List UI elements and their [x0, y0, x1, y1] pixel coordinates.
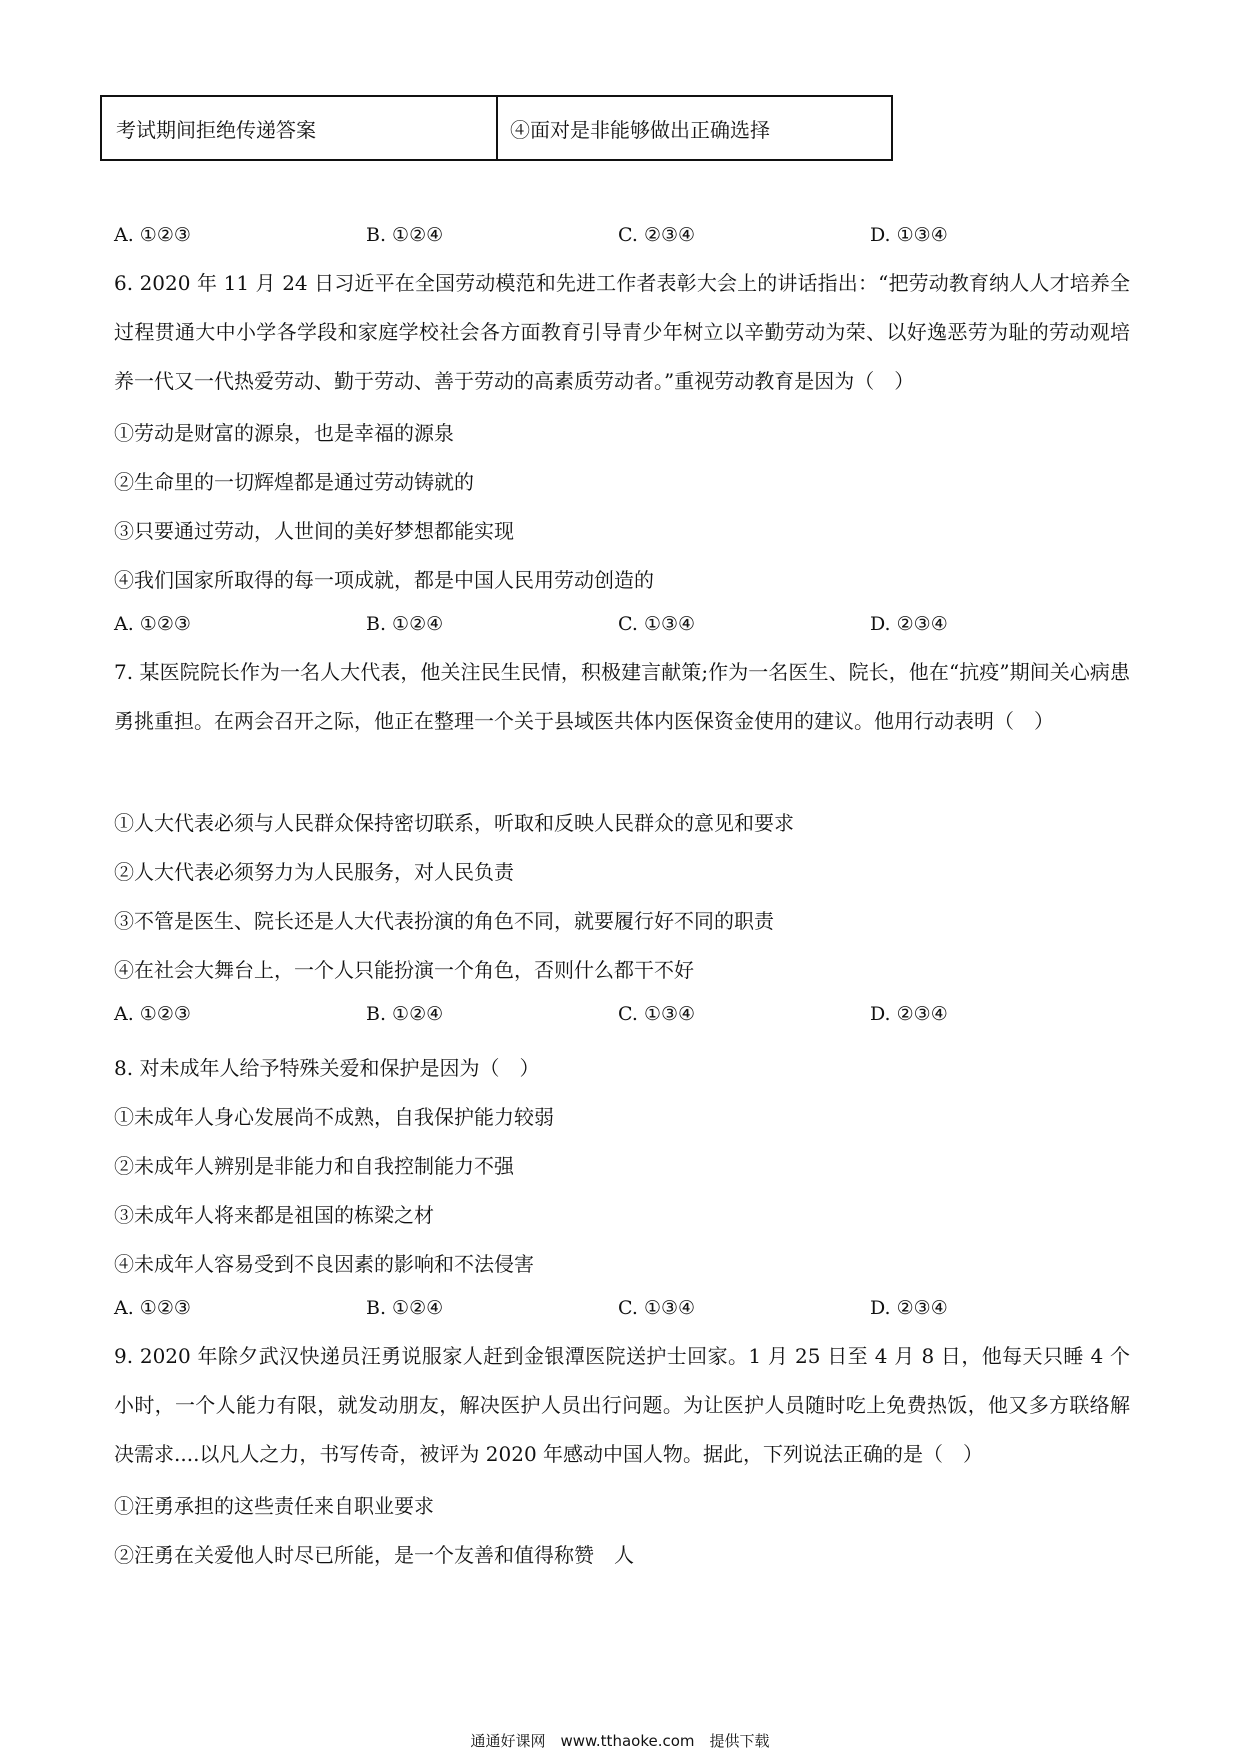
q9-item-1: ①汪勇承担的这些责任来自职业要求	[114, 1494, 434, 1518]
q8-item-1: ①未成年人身心发展尚不成熟，自我保护能力较弱	[114, 1105, 554, 1129]
q5-option-a[interactable]: A. ①②③	[114, 224, 191, 246]
q5-options	[114, 224, 1014, 254]
table-cell-left: 考试期间拒绝传递答案	[102, 97, 498, 159]
q6-item-4: ④我们国家所取得的每一项成就，都是中国人民用劳动创造的	[114, 568, 654, 592]
q9-item-2: ②汪勇在关爱他人时尽已所能，是一个友善和值得称赞 人	[114, 1543, 634, 1567]
q8-option-b[interactable]: B. ①②④	[366, 1297, 444, 1319]
q8-option-d[interactable]: D. ②③④	[870, 1297, 948, 1319]
q7-item-3: ③不管是医生、院长还是人大代表扮演的角色不同，就要履行好不同的职责	[114, 909, 774, 933]
q8-stem: 8. 对未成年人给予特殊关爱和保护是因为（ ）	[114, 1056, 540, 1080]
q6-stem: 6. 2020 年 11 月 24 日习近平在全国劳动模范和先进工作者表彰大会上的讲话指出：“把劳动教育纳人人才培养全过程贯通大中小学各学段和家庭学校社会各方面教育引导青少年树立以辛勤劳动为荣、以好逸恶劳为耻的劳动观培养一代又一代热爱劳动、勤于劳动、善于劳动的高素质劳动者。”重视劳动教育是因为（ ）	[114, 271, 1130, 393]
q8-item-2: ②未成年人辨别是非能力和自我控制能力不强	[114, 1154, 514, 1178]
q7-option-a[interactable]: A. ①②③	[114, 1003, 191, 1025]
answer-table	[100, 95, 893, 161]
q6-item-2: ②生命里的一切辉煌都是通过劳动铸就的	[114, 470, 474, 494]
q6-option-b[interactable]: B. ①②④	[366, 613, 444, 635]
q6-option-a[interactable]: A. ①②③	[114, 613, 191, 635]
q6-item-3: ③只要通过劳动，人世间的美好梦想都能实现	[114, 519, 514, 543]
q5-option-b[interactable]: B. ①②④	[366, 224, 444, 246]
q8-option-a[interactable]: A. ①②③	[114, 1297, 191, 1319]
table-cell-right: ④面对是非能够做出正确选择	[510, 117, 770, 142]
q7-option-c[interactable]: C. ①③④	[618, 1003, 696, 1025]
q7-option-d[interactable]: D. ②③④	[870, 1003, 948, 1025]
q7-stem: 7. 某医院院长作为一名人大代表，他关注民生民情，积极建言献策;作为一名医生、院长，他在“抗疫”期间关心病患勇挑重担。在两会召开之际，他正在整理一个关于县域医共体内医保资金使用的建议。他用行动表明（ ）	[114, 660, 1130, 733]
q6-item-1: ①劳动是财富的源泉，也是幸福的源泉	[114, 421, 454, 445]
q6-options	[114, 613, 1014, 643]
q8-options	[114, 1297, 1014, 1327]
q7-item-2: ②人大代表必须努力为人民服务，对人民负责	[114, 860, 514, 884]
q5-option-d[interactable]: D. ①③④	[870, 224, 948, 246]
q6-option-c[interactable]: C. ①③④	[618, 613, 696, 635]
q7-item-1: ①人大代表必须与人民群众保持密切联系，听取和反映人民群众的意见和要求	[114, 811, 794, 835]
q7-item-4: ④在社会大舞台上，一个人只能扮演一个角色，否则什么都干不好	[114, 958, 694, 982]
q9-stem: 9. 2020 年除夕武汉快递员汪勇说服家人赶到金银潭医院送护士回家。1 月 25 日至 4 月 8 日，他每天只睡 4 个小时，一个人能力有限，就发动朋友，解决医护人员出行问题。为让医护人员随时吃上免费热饭，他又多方联络解决需求....以凡人之力，书写传奇，被评为 2020 年感动中国人物。据此，下列说法正确的是（ ）	[114, 1344, 1130, 1466]
q5-option-c[interactable]: C. ②③④	[618, 224, 696, 246]
q8-item-4: ④未成年人容易受到不良因素的影响和不法侵害	[114, 1252, 534, 1276]
q8-option-c[interactable]: C. ①③④	[618, 1297, 696, 1319]
q7-option-b[interactable]: B. ①②④	[366, 1003, 444, 1025]
page-footer: 通通好课网 www.tthaoke.com 提供下载	[470, 1732, 770, 1750]
q7-options	[114, 1003, 1014, 1033]
q8-item-3: ③未成年人将来都是祖国的栋梁之材	[114, 1203, 434, 1227]
q6-option-d[interactable]: D. ②③④	[870, 613, 948, 635]
